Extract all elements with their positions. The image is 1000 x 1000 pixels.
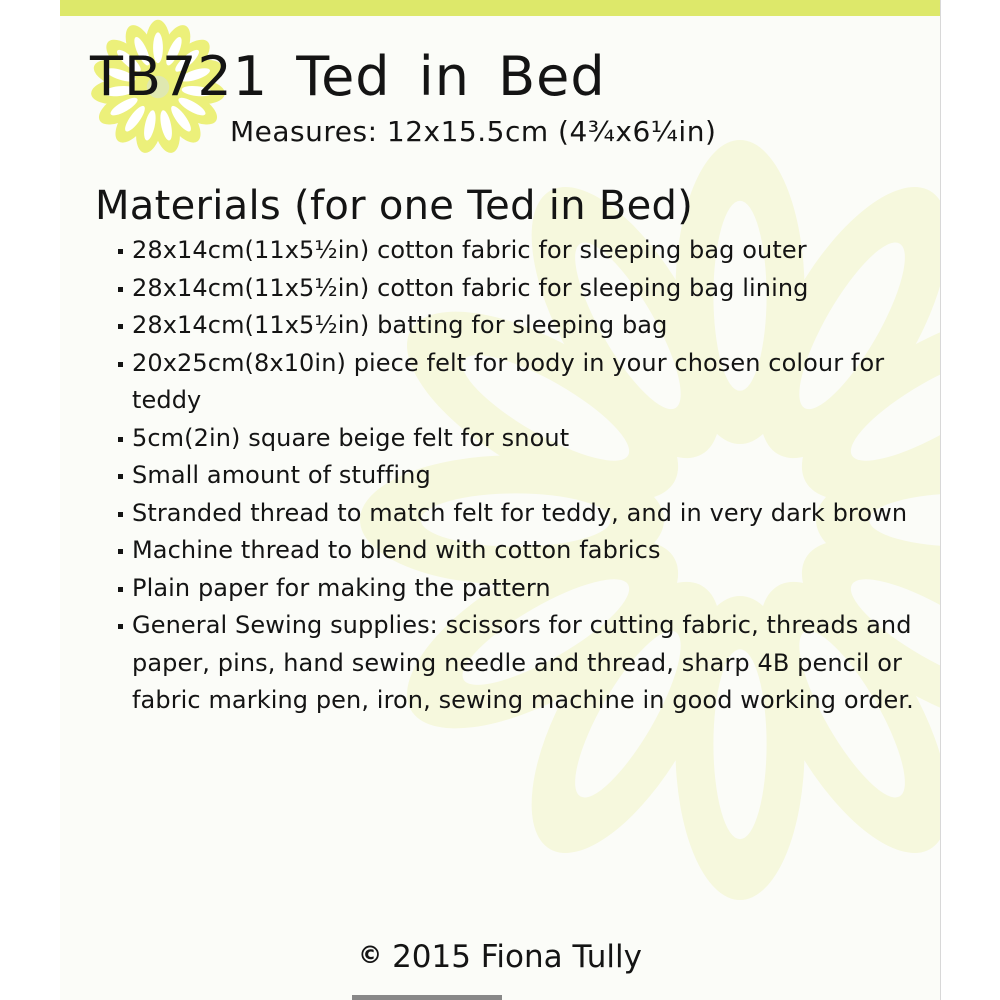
bullet-icon	[118, 362, 123, 367]
list-item	[116, 232, 926, 270]
materials-heading: Materials (for one Ted in Bed)	[95, 183, 694, 229]
bullet-icon	[118, 287, 123, 292]
copyright-notice	[60, 939, 940, 975]
list-item-text: Machine thread to blend with cotton fabrics	[132, 536, 661, 564]
bullet-icon	[118, 474, 123, 479]
copyright-icon: ©	[358, 941, 383, 969]
list-item	[116, 607, 926, 720]
list-item-text: 28x14cm(11x5½in) cotton fabric for sleeping bag outer	[132, 236, 807, 264]
list-item	[116, 532, 926, 570]
list-item	[116, 495, 926, 533]
bullet-icon	[118, 549, 123, 554]
list-item-text: Plain paper for making the pattern	[132, 573, 551, 602]
materials-list	[116, 232, 926, 720]
bullet-icon	[118, 587, 123, 592]
bullet-icon	[118, 249, 123, 254]
pattern-page	[60, 0, 941, 1000]
page-content	[60, 0, 940, 1000]
measures-text: Measures: 12x15.5cm (4¾x6¼in)	[230, 115, 717, 148]
list-item-text: Small amount of stuffing	[132, 461, 431, 489]
list-item	[116, 420, 926, 458]
list-item-text: General Sewing supplies: scissors for cutting fabric, threads and paper, pins, hand sewing needle and thread, sharp 4B pencil or fabric marking pen, iron, sewing machine in good working order.	[132, 611, 914, 714]
list-item-text: 5cm(2in) square beige felt for snout	[132, 423, 570, 452]
list-item	[116, 307, 926, 345]
list-item	[116, 345, 926, 420]
list-item-text: 28x14cm(11x5½in) batting for sleeping bag	[132, 311, 668, 339]
bullet-icon	[118, 437, 123, 442]
copyright-text: 2015 Fiona Tully	[392, 939, 642, 975]
bullet-icon	[118, 512, 123, 517]
list-item-text: Stranded thread to match felt for teddy, and in very dark brown	[132, 498, 908, 527]
bullet-icon	[118, 324, 123, 329]
scan-edge-tab	[352, 995, 502, 1000]
pattern-title: TB721 Ted in Bed	[90, 45, 606, 108]
bullet-icon	[118, 624, 123, 629]
list-item	[116, 270, 926, 308]
list-item	[116, 570, 926, 608]
list-item-text: 20x25cm(8x10in) piece felt for body in your chosen colour for teddy	[132, 348, 885, 414]
list-item	[116, 457, 926, 495]
list-item-text: 28x14cm(11x5½in) cotton fabric for sleeping bag lining	[132, 273, 809, 302]
